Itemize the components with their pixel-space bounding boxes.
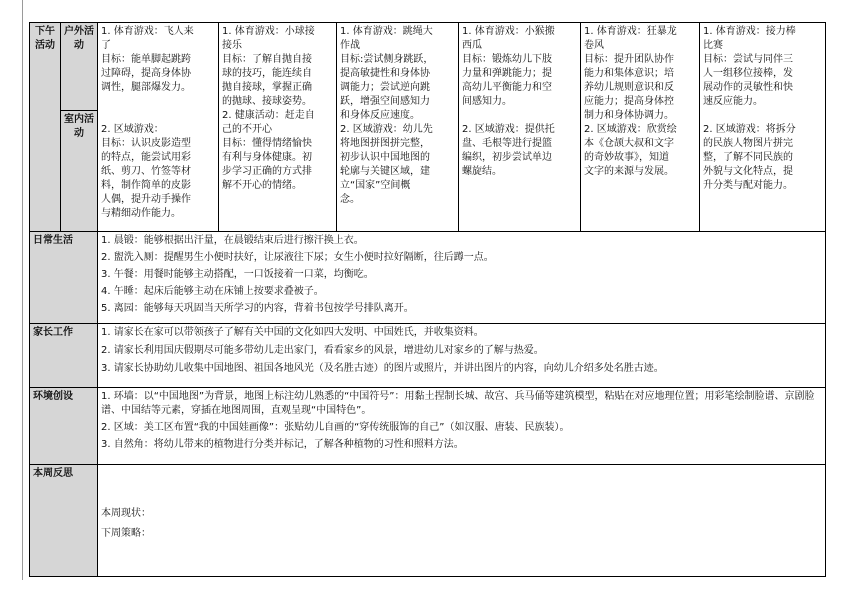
activity-line: 本《仓颉大叔和文字	[584, 138, 674, 149]
daily-life-content	[98, 232, 826, 324]
activity-line: 步学习正确的方式排	[222, 166, 312, 177]
parent-work-label-text: 家长工作	[33, 327, 73, 338]
afternoon-label-text: 下午活动	[35, 26, 55, 51]
activity-line: 文字的来源与发展。	[584, 166, 674, 177]
activity-line: 盘、毛根等进行提篮	[462, 138, 552, 149]
list-item: 1. 晨锻：能够根据出汗量，在晨锻结束后进行擦汗换上衣。	[101, 235, 364, 246]
activity-line: 2. 区域游戏：提供托	[462, 124, 555, 135]
activity-line: 人偶，提升动手操作	[101, 194, 191, 205]
weekly-plan-table	[29, 22, 826, 577]
activity-line: 制力和身体协调力。	[584, 110, 674, 121]
activity-line: 外貌与文化特点，提	[703, 166, 793, 177]
activity-line: 初步认识中国地图的	[340, 152, 430, 163]
activity-line: 人一组移位接棒，发	[703, 68, 793, 79]
activity-line: 2. 区域游戏：幼儿先	[340, 124, 433, 135]
activity-line	[462, 109, 577, 123]
activity-col-3	[337, 23, 459, 232]
activity-line: 和身体反应速度。	[340, 110, 420, 121]
reflection-row	[30, 465, 826, 577]
activity-line: 将地图拼图拼完整，	[340, 138, 430, 149]
activity-line: 接乐	[222, 40, 242, 51]
daily-life-label-text: 日常生活	[33, 235, 73, 246]
activity-line: 西瓜	[462, 40, 482, 51]
activity-line: 己的不开心	[222, 124, 272, 135]
activity-line: 抛自接球，掌握正确	[222, 82, 312, 93]
activity-col-6	[700, 23, 826, 232]
activity-line: 1. 体育游戏：接力棒	[703, 26, 796, 37]
afternoon-outdoor-row	[30, 23, 826, 111]
parent-work-content	[98, 324, 826, 388]
activity-line: 目标：懂得情绪愉快	[222, 138, 312, 149]
parent-work-row	[30, 324, 826, 388]
list-item: 4. 午睡：起床后能够主动在床铺上按要求叠被子。	[101, 286, 324, 297]
activity-line: 1. 体育游戏：狂暴龙	[584, 26, 677, 37]
activity-line: 的特点，能尝试用彩	[101, 152, 191, 163]
activity-line: 展动作的灵敏性和快	[703, 82, 793, 93]
list-item: 1. 环墙：以“中国地图”为背景，地图上标注幼儿熟悉的“中国符号”：用黏土捏制长城、故宫、兵马俑等建筑模型，粘贴在对应地理位置；用彩笔绘制脸谱、京剧脸谱、中国结等元素，穿插在地图周围，直观呈现“中国特色”。	[101, 391, 815, 416]
activity-line: 作战	[340, 40, 360, 51]
activity-line: 能力和集体意识；培	[584, 68, 674, 79]
activity-line: 的奇妙故事》，知道	[584, 152, 669, 163]
activity-col-5	[581, 23, 700, 232]
activity-col-1	[98, 23, 219, 232]
activity-line: 应能力；提高身体控	[584, 96, 674, 107]
activity-line: 轮廓与关键区域，建	[340, 166, 430, 177]
activity-line: 升分类与配对能力。	[703, 180, 793, 191]
activity-line: 比赛	[703, 40, 723, 51]
list-item: 2. 区域：美工区布置“我的中国娃画像”：张贴幼儿自画的“穿传统服饰的自己”（如汉服、唐装、民族装）。	[101, 422, 570, 433]
outdoor-label-text: 户外活动	[64, 26, 94, 51]
activity-line: 目标:尝试侧身跳跃，	[340, 54, 434, 65]
reflection-body	[101, 467, 822, 541]
current-status-label: 本周现状：	[101, 508, 151, 519]
activity-line: 球的技巧，能连续自	[222, 68, 312, 79]
activity-line: 整，了解不同民族的	[703, 152, 793, 163]
indoor-label	[61, 111, 98, 232]
activity-line: 目标：能单脚起跳跨	[101, 54, 191, 65]
activity-line: 1. 体育游戏：跳绳大	[340, 26, 433, 37]
activity-line: 念。	[340, 194, 360, 205]
activity-line: 料，制作简单的皮影	[101, 180, 191, 191]
activity-line: 编织，初步尝试单边	[462, 152, 552, 163]
activity-line: 速反应能力。	[703, 96, 763, 107]
activity-col-4	[459, 23, 581, 232]
activity-line: 力量和弹跳能力；提	[462, 68, 552, 79]
activity-line: 螺旋结。	[462, 166, 502, 177]
activity-line	[101, 109, 215, 123]
reflection-label	[30, 465, 98, 577]
list-item: 2. 盥洗入厕：提醒男生小便时扶好，让尿液往下尿；女生小便时拉好隔断，往后蹲一点。	[101, 252, 494, 263]
activity-line: 纸、剪刀、竹签等材	[101, 166, 191, 177]
outdoor-label	[61, 23, 98, 111]
activity-line: 1. 体育游戏：飞人来	[101, 26, 194, 37]
indoor-label-text: 室内活动	[64, 114, 94, 139]
activity-line: 1. 体育游戏：小球接	[222, 26, 315, 37]
daily-life-label	[30, 232, 98, 324]
activity-line: 养幼儿规则意识和反	[584, 82, 674, 93]
activity-line: 调能力；尝试逆向跳	[340, 82, 430, 93]
environment-content	[98, 388, 826, 465]
activity-line: 与精细动作能力。	[101, 208, 181, 219]
daily-life-row	[30, 232, 826, 324]
list-item: 1. 请家长在家可以带领孩子了解有关中国的文化如四大发明、中国姓氏，并收集资料。	[101, 327, 484, 338]
reflection-content	[98, 465, 826, 577]
activity-line: 有利与身体健康。初	[222, 152, 312, 163]
list-item: 2. 请家长利用国庆假期尽可能多带幼儿走出家门，看看家乡的风景，增进幼儿对家乡的了解与热爱。	[101, 345, 544, 356]
activity-line: 目标：了解自抛自接	[222, 54, 312, 65]
list-item: 3. 自然角：将幼儿带来的植物进行分类并标记，了解各种植物的习性和照料方法。	[101, 439, 464, 450]
afternoon-label	[30, 23, 61, 232]
next-week-strategy-label: 下周策略：	[101, 528, 151, 539]
activity-col-2	[219, 23, 337, 232]
page-edge-line	[22, 0, 23, 580]
environment-label	[30, 388, 98, 465]
activity-line	[703, 109, 822, 123]
reflection-label-text: 本周反思	[33, 468, 73, 479]
activity-line: 跃，增强空间感知力	[340, 96, 430, 107]
activity-line: 解不开心的情绪。	[222, 180, 302, 191]
environment-row	[30, 388, 826, 465]
activity-line: 1. 体育游戏：小猴搬	[462, 26, 555, 37]
activity-line	[101, 95, 215, 109]
activity-line: 目标：尝试与同伴三	[703, 54, 793, 65]
activity-line: 立“国家”空间概	[340, 180, 411, 191]
activity-line: 卷风	[584, 40, 604, 51]
activity-line: 2. 健康活动：赶走自	[222, 110, 315, 121]
activity-line: 目标：锻炼幼儿下肢	[462, 54, 552, 65]
list-item: 3. 午餐：用餐时能够主动搭配，一口饭接着一口菜，均衡吃。	[101, 269, 374, 280]
activity-line: 了	[101, 40, 111, 51]
activity-line: 的抛球、接球姿势。	[222, 96, 312, 107]
list-item: 3. 请家长协助幼儿收集中国地图、祖国各地风光（及名胜古迹）的图片或照片，并讲出图片的内容，向幼儿介绍多处名胜古迹。	[101, 363, 664, 374]
activity-line: 调性，腿部爆发力。	[101, 82, 191, 93]
activity-line: 过障碍，提高身体协	[101, 68, 191, 79]
activity-line: 2. 区域游戏：	[101, 124, 164, 135]
activity-line: 2. 区域游戏：欣赏绘	[584, 124, 677, 135]
activity-line: 提高敏捷性和身体协	[340, 68, 430, 79]
activity-line: 的民族人物图片拼完	[703, 138, 793, 149]
environment-label-text: 环境创设	[33, 391, 73, 402]
list-item: 5. 离园：能够每天巩固当天所学习的内容，背着书包按学号排队离开。	[101, 303, 414, 314]
activity-line: 间感知力。	[462, 96, 512, 107]
activity-line: 2. 区域游戏：将拆分	[703, 124, 796, 135]
activity-line: 目标：提升团队协作	[584, 54, 674, 65]
activity-line: 高幼儿平衡能力和空	[462, 82, 552, 93]
activity-line: 目标：认识皮影造型	[101, 138, 191, 149]
parent-work-label	[30, 324, 98, 388]
